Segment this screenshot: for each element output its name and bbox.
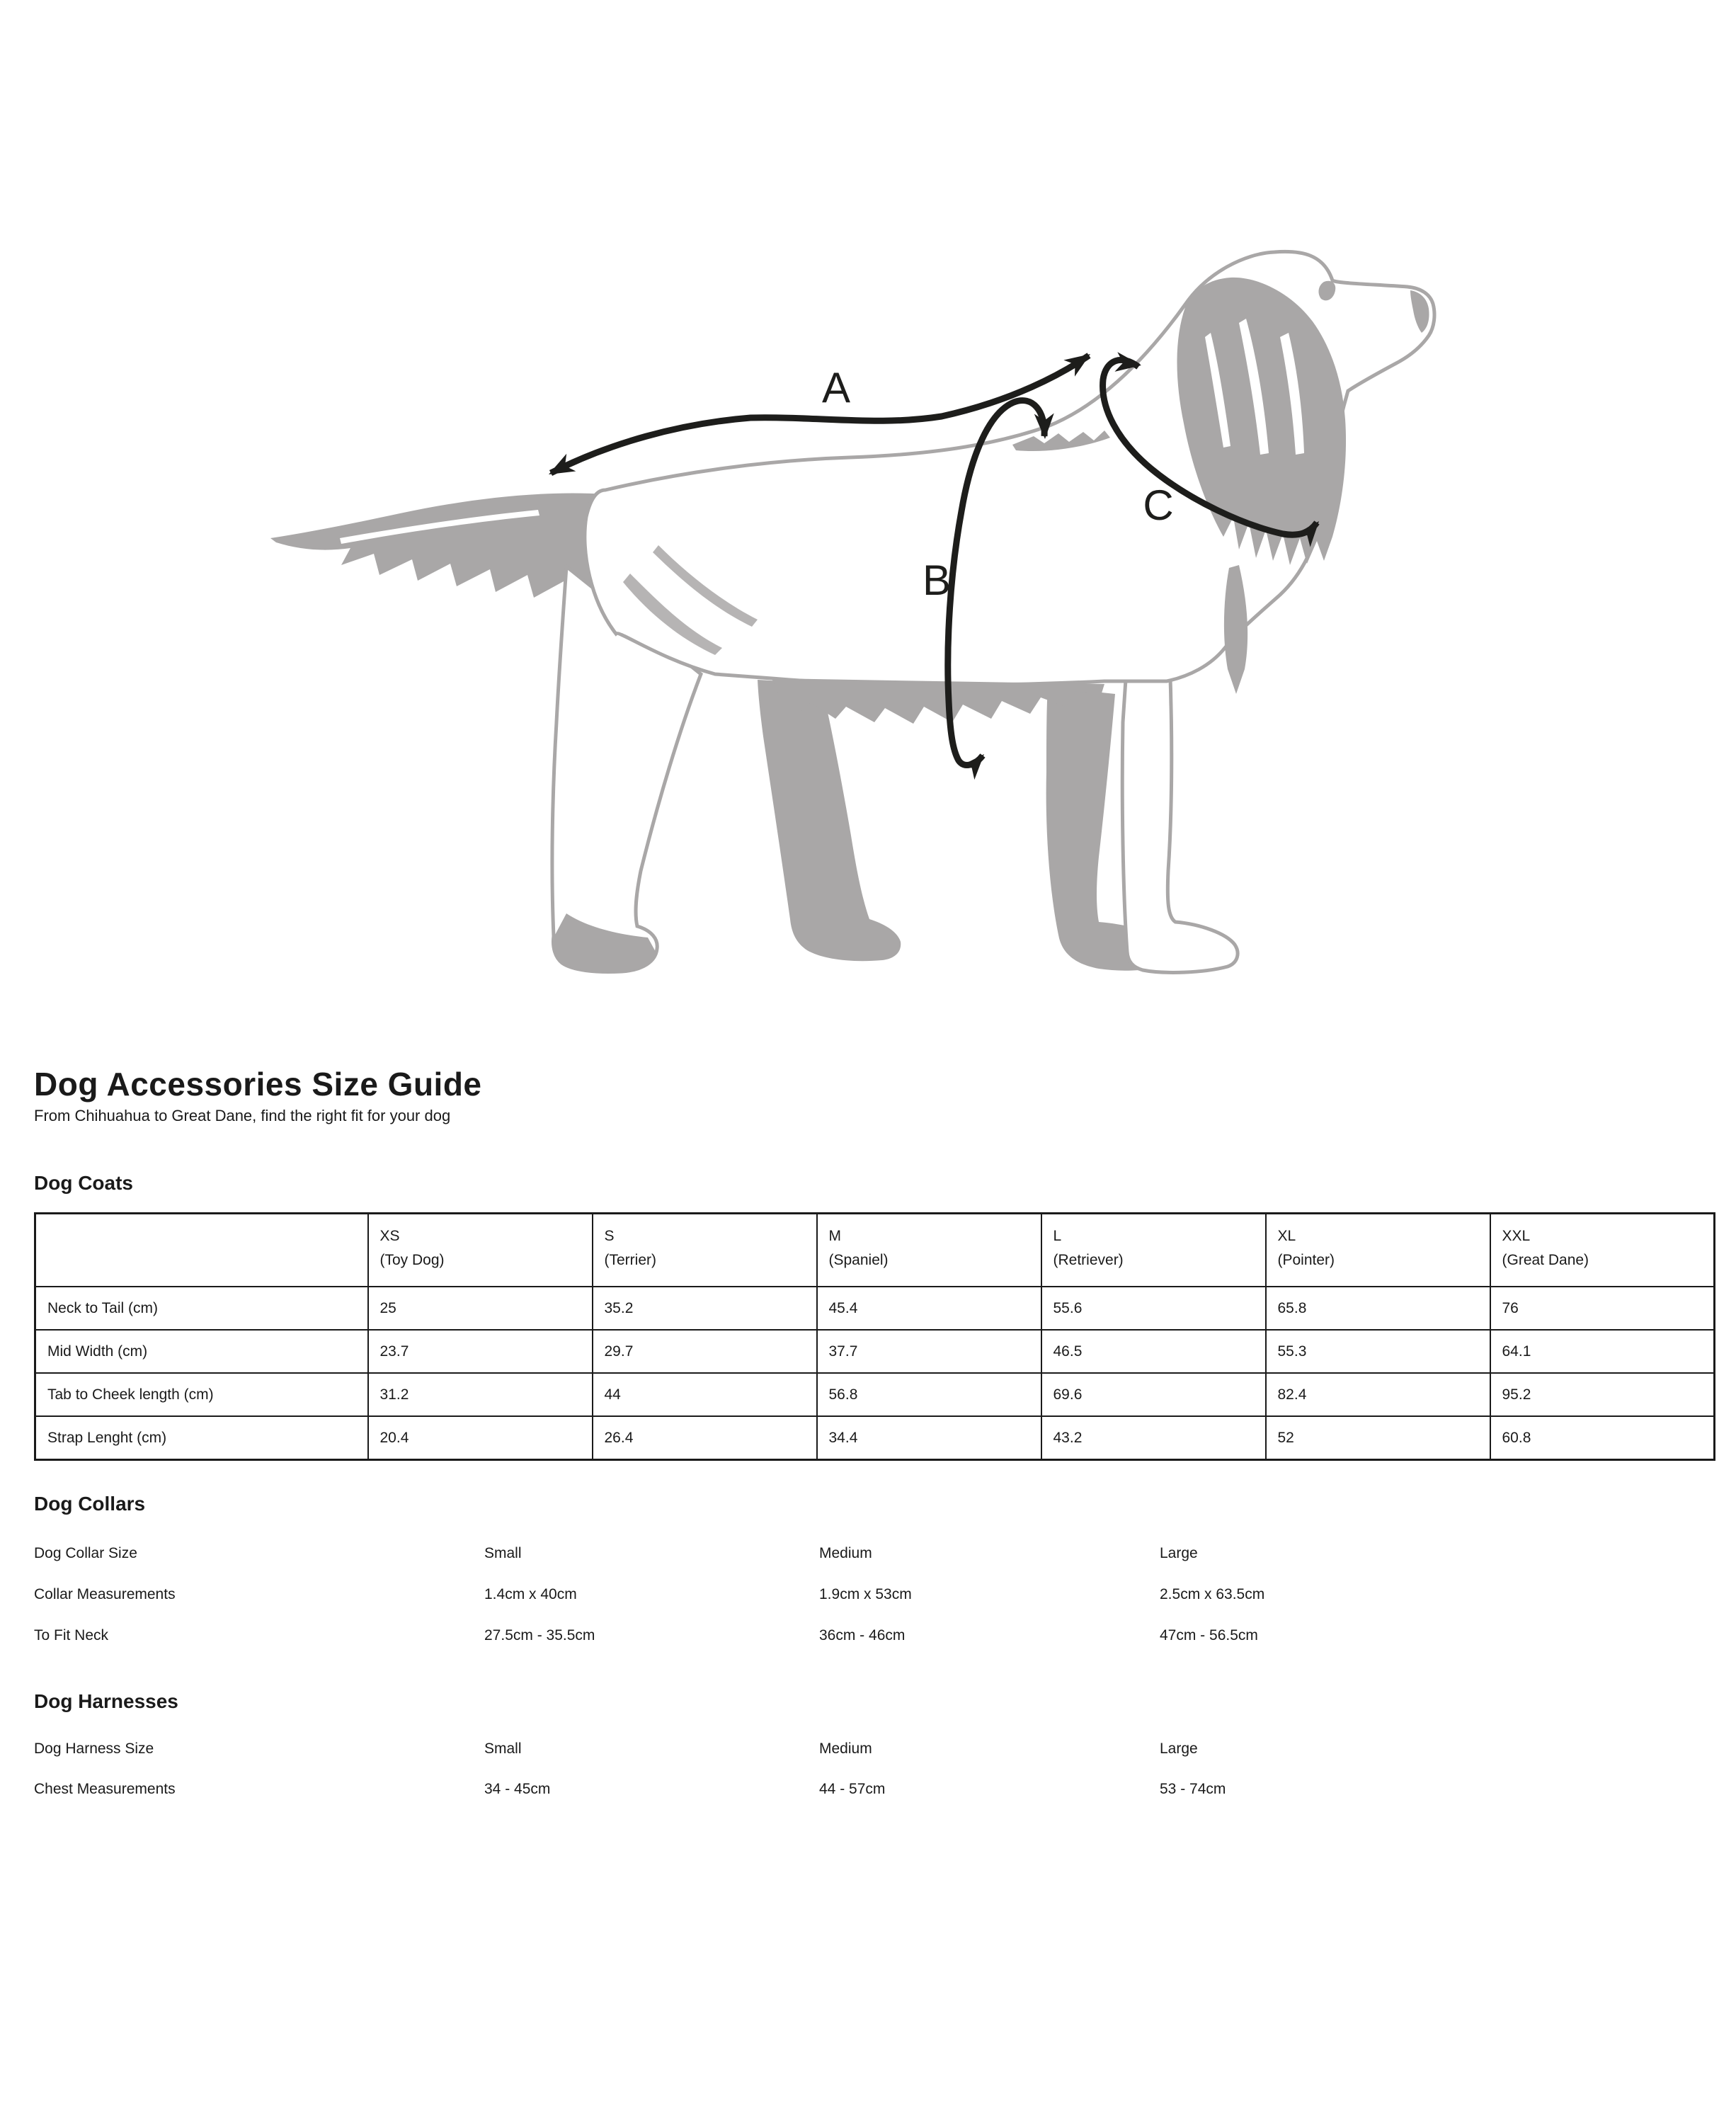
row-label: Chest Measurements <box>34 1781 176 1797</box>
coats-header-l: L (Retriever) <box>1041 1214 1266 1287</box>
row-label: Collar Measurements <box>34 1586 176 1602</box>
coats-header-xl: XL (Pointer) <box>1266 1214 1490 1287</box>
harness-size-row: Dog Harness Size Small Medium Large <box>34 1741 1198 1757</box>
table-row: Neck to Tail (cm) 25 35.2 45.4 55.6 65.8 76 <box>35 1287 1715 1330</box>
page-subtitle: From Chihuahua to Great Dane, find the right fit for your dog <box>34 1107 451 1124</box>
measurement-label-c: C <box>1143 482 1174 529</box>
row-label: Mid Width (cm) <box>35 1330 368 1373</box>
measurement-label-a: A <box>821 364 851 411</box>
table-row: Strap Lenght (cm) 20.4 26.4 34.4 43.2 52 60.8 <box>35 1416 1715 1460</box>
coats-header-row <box>35 1214 1715 1287</box>
row-label: Tab to Cheek length (cm) <box>35 1373 368 1416</box>
table-row: Mid Width (cm) 23.7 29.7 37.7 46.5 55.3 64.1 <box>35 1330 1715 1373</box>
row-label: Dog Collar Size <box>34 1545 137 1561</box>
row-label: To Fit Neck <box>34 1627 109 1643</box>
collar-size-row: Dog Collar Size Small Medium Large <box>34 1545 1198 1561</box>
measurement-label-b: B <box>922 557 952 604</box>
coats-header-m: M (Spaniel) <box>817 1214 1041 1287</box>
coats-heading: Dog Coats <box>34 1172 133 1194</box>
collar-fit-neck-row: To Fit Neck 27.5cm - 35.5cm 36cm - 46cm 47cm - 56.5cm <box>34 1627 1258 1643</box>
dog-far-hind-leg <box>758 680 901 961</box>
coats-header-empty <box>35 1214 368 1287</box>
harness-chest-row: Chest Measurements 34 - 45cm 44 - 57cm 53 - 74cm <box>34 1781 1226 1797</box>
collar-measurements-row: Collar Measurements 1.4cm x 40cm 1.9cm x 53cm 2.5cm x 63.5cm <box>34 1586 1265 1602</box>
harnesses-heading: Dog Harnesses <box>34 1690 178 1712</box>
row-label: Strap Lenght (cm) <box>35 1416 368 1460</box>
coats-header-s: S (Terrier) <box>593 1214 817 1287</box>
row-label: Neck to Tail (cm) <box>35 1287 368 1330</box>
table-row: Tab to Cheek length (cm) 31.2 44 56.8 69.6 82.4 95.2 <box>35 1373 1715 1416</box>
page-title: Dog Accessories Size Guide <box>34 1066 482 1103</box>
dog-front-leg <box>1122 659 1238 972</box>
dog-coats-table <box>34 1212 1715 1461</box>
coats-header-xxl: XXL (Great Dane) <box>1490 1214 1715 1287</box>
dog-measurement-diagram <box>234 234 1487 1034</box>
collars-heading: Dog Collars <box>34 1493 146 1515</box>
coats-header-xs: XS (Toy Dog) <box>368 1214 593 1287</box>
row-label: Dog Harness Size <box>34 1741 154 1757</box>
